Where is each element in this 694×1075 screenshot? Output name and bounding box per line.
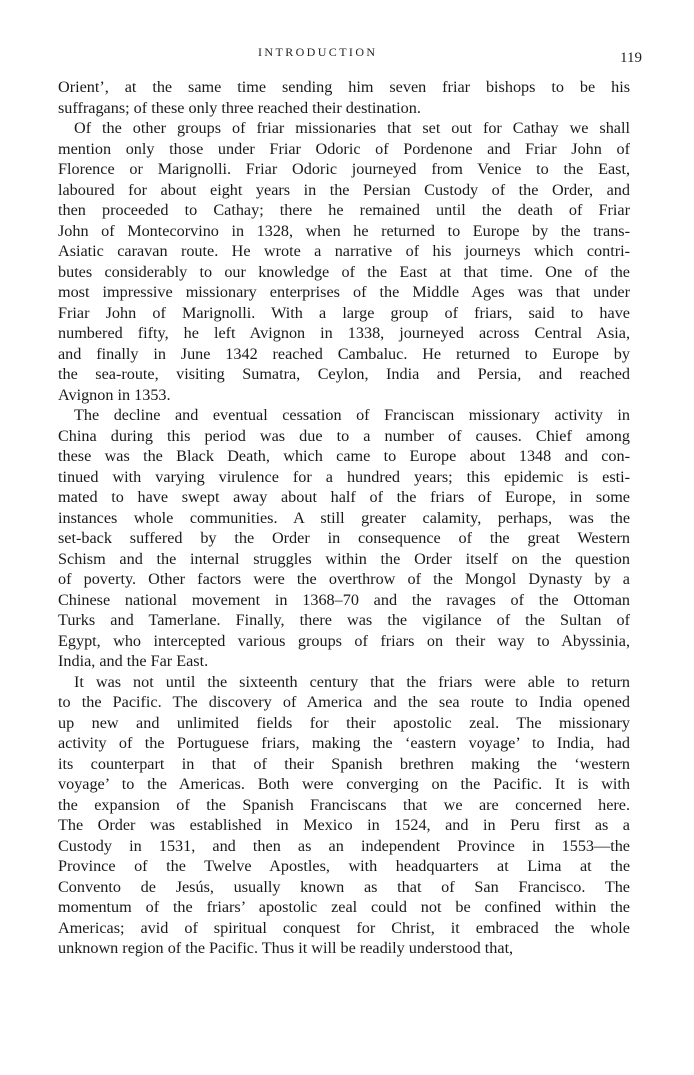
- text-line: up new and unlimited fields for their apostolic zeal. The missionary: [58, 713, 630, 732]
- paragraph: [58, 118, 630, 405]
- text-line: Custody in 1531, and then as an independent Province in 1553—the: [58, 836, 630, 855]
- text-line: Chinese national movement in 1368–70 and the ravages of the Ottoman: [58, 590, 630, 609]
- text-line: and finally in June 1342 reached Cambaluc. He returned to Europe by: [58, 344, 630, 363]
- text-line: Convento de Jesús, usually known as that of San Francisco. The: [58, 877, 630, 896]
- text-line: numbered fifty, he left Avignon in 1338, journeyed across Central Asia,: [58, 324, 630, 342]
- text-line: Egypt, who intercepted various groups of friars on their way to Abyssinia,: [58, 631, 630, 650]
- paragraph: [58, 672, 630, 959]
- text-line: most impressive missionary enterprises of the Middle Ages was that under: [58, 283, 630, 301]
- text-line: John of Montecorvino in 1328, when he returned to Europe by the trans-: [58, 221, 630, 240]
- text-line: Florence or Marignolli. Friar Odoric journeyed from Venice to the East,: [58, 160, 630, 178]
- text-line: these was the Black Death, which came to Europe about 1348 and con-: [58, 447, 630, 465]
- text-line: instances whole communities. A still greater calamity, perhaps, was the: [58, 508, 630, 527]
- text-line: Friar John of Marignolli. With a large group of friars, said to have: [58, 303, 630, 322]
- text-line: voyage’ to the Americas. Both were converging on the Pacific. It is with: [58, 775, 630, 793]
- paragraph: [58, 77, 630, 118]
- paragraph: [58, 405, 630, 672]
- text-line: butes considerably to our knowledge of the East at that time. One of the: [58, 262, 630, 281]
- text-line: The decline and eventual cessation of Franciscan missionary activity in: [74, 406, 630, 424]
- text-line: Schism and the internal struggles within the Order itself on the question: [58, 549, 630, 568]
- text-line: suffragans; of these only three reached their destination.: [58, 98, 421, 117]
- text-line: to the Pacific. The discovery of America and the sea route to India opened: [58, 693, 630, 711]
- text-line: set-back suffered by the Order in consequence of the great Western: [58, 529, 630, 547]
- text-line: The Order was established in Mexico in 1524, and in Peru first as a: [58, 816, 630, 834]
- text-line: Orient’, at the same time sending him seven friar bishops to be his: [58, 78, 630, 96]
- text-line: momentum of the friars’ apostolic zeal could not be confined within the: [58, 898, 630, 916]
- running-head: INTRODUCTION: [258, 45, 378, 59]
- text-line: mention only those under Friar Odoric of Pordenone and Friar John of: [58, 139, 630, 158]
- text-line: unknown region of the Pacific. Thus it will be readily understood that,: [58, 939, 514, 957]
- text-line: laboured for about eight years in the Persian Custody of the Order, and: [58, 180, 630, 199]
- text-line: Americas; avid of spiritual conquest for Christ, it embraced the whole: [58, 918, 630, 937]
- text-line: its counterpart in that of their Spanish brethren making the ‘western: [58, 754, 630, 773]
- body-text: [58, 77, 630, 959]
- text-line: of poverty. Other factors were the overthrow of the Mongol Dynasty by a: [58, 570, 630, 588]
- text-line: the expansion of the Spanish Franciscans that we are concerned here.: [58, 795, 630, 814]
- text-line: Asiatic caravan route. He wrote a narrative of his journeys which contri-: [58, 242, 630, 260]
- text-line: India, and the Far East.: [58, 652, 209, 670]
- page-number: 119: [620, 50, 642, 66]
- text-line: It was not until the sixteenth century that the friars were able to return: [74, 672, 630, 691]
- text-line: Turks and Tamerlane. Finally, there was the vigilance of the Sultan of: [58, 611, 630, 629]
- text-line: activity of the Portuguese friars, making the ‘eastern voyage’ to India, had: [58, 734, 630, 752]
- text-line: Province of the Twelve Apostles, with headquarters at Lima at the: [58, 857, 630, 875]
- text-line: the sea-route, visiting Sumatra, Ceylon, India and Persia, and reached: [58, 365, 630, 383]
- text-line: China during this period was due to a number of causes. Chief among: [58, 426, 630, 445]
- text-line: Of the other groups of friar missionaries that set out for Cathay we shall: [74, 119, 630, 137]
- text-line: Avignon in 1353.: [58, 385, 171, 404]
- text-line: tinued with varying virulence for a hundred years; this epidemic is esti-: [58, 467, 630, 486]
- text-line: mated to have swept away about half of the friars of Europe, in some: [58, 488, 630, 506]
- text-line: then proceeded to Cathay; there he remained until the death of Friar: [58, 201, 630, 219]
